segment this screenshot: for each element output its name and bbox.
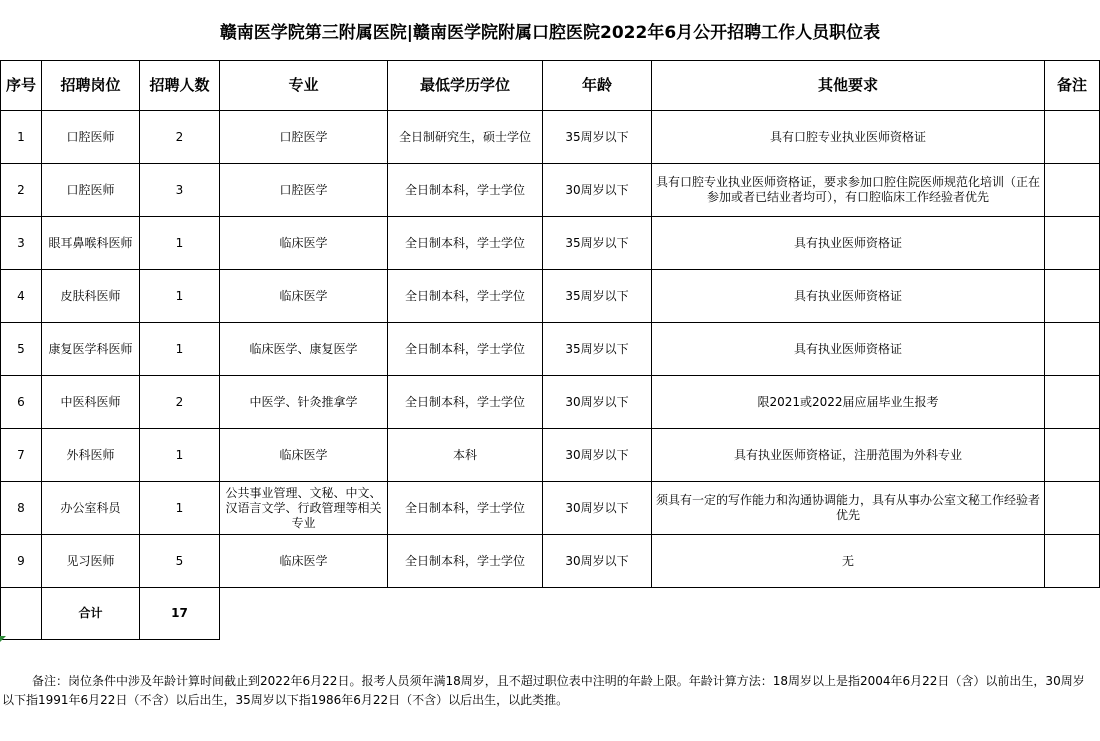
footnote: 备注：岗位条件中涉及年龄计算时间截止到2022年6月22日。报考人员须年满18周岁，且不超过职位表中注明的年龄上限。年龄计算方法：18周岁以上是指2004年6月22日（含）以前出生，30周岁以下指1991年6月22日（不含）以后出生，35周岁以下指1986年6月22日（不含）以后出生，以此类推。	[2, 674, 1085, 707]
cell-no: 6	[1, 376, 42, 429]
cell-major: 临床医学	[220, 429, 388, 482]
cell-count: 1	[140, 482, 220, 535]
cell-age: 35周岁以下	[543, 270, 652, 323]
cell-major: 口腔医学	[220, 111, 388, 164]
cell-age: 35周岁以下	[543, 323, 652, 376]
table-header-row	[1, 61, 1100, 111]
cell-age: 35周岁以下	[543, 217, 652, 270]
cell-position: 康复医学科医师	[42, 323, 140, 376]
cell-other: 具有执业医师资格证	[652, 217, 1045, 270]
total-blank-cell	[1, 588, 42, 640]
cell-degree: 全日制本科，学士学位	[388, 164, 543, 217]
cell-major: 中医学、针灸推拿学	[220, 376, 388, 429]
cell-no: 4	[1, 270, 42, 323]
cell-other: 无	[652, 535, 1045, 588]
header-no: 序号	[1, 61, 42, 111]
cell-position: 眼耳鼻喉科医师	[42, 217, 140, 270]
cell-count: 3	[140, 164, 220, 217]
header-position: 招聘岗位	[42, 61, 140, 111]
cell-other: 具有执业医师资格证	[652, 323, 1045, 376]
cell-degree: 全日制本科，学士学位	[388, 376, 543, 429]
cell-position: 外科医师	[42, 429, 140, 482]
table-row	[1, 376, 1100, 429]
cell-no: 2	[1, 164, 42, 217]
cell-other: 具有口腔专业执业医师资格证，要求参加口腔住院医师规范化培训（正在参加或者已结业者均可），有口腔临床工作经验者优先	[652, 164, 1045, 217]
cell-other: 具有执业医师资格证	[652, 270, 1045, 323]
cell-degree: 全日制本科，学士学位	[388, 482, 543, 535]
page-title: 赣南医学院第三附属医院|赣南医学院附属口腔医院2022年6月公开招聘工作人员职位表	[219, 22, 881, 43]
cell-age: 30周岁以下	[543, 535, 652, 588]
total-count: 17	[140, 588, 220, 640]
cell-count: 5	[140, 535, 220, 588]
cell-remark	[1045, 217, 1100, 270]
table-row	[1, 217, 1100, 270]
cell-remark	[1045, 429, 1100, 482]
table-row	[1, 429, 1100, 482]
cell-position: 办公室科员	[42, 482, 140, 535]
cell-degree: 本科	[388, 429, 543, 482]
table-row	[1, 482, 1100, 535]
cell-degree: 全日制本科，学士学位	[388, 535, 543, 588]
total-empty-span	[220, 588, 1100, 640]
cell-degree: 全日制研究生，硕士学位	[388, 111, 543, 164]
cell-marker-icon	[0, 636, 6, 642]
cell-major: 临床医学	[220, 270, 388, 323]
table-row	[1, 323, 1100, 376]
cell-count: 1	[140, 429, 220, 482]
cell-other: 具有执业医师资格证，注册范围为外科专业	[652, 429, 1045, 482]
cell-remark	[1045, 535, 1100, 588]
cell-count: 2	[140, 376, 220, 429]
cell-position: 见习医师	[42, 535, 140, 588]
header-count: 招聘人数	[140, 61, 220, 111]
cell-no: 7	[1, 429, 42, 482]
cell-remark	[1045, 111, 1100, 164]
cell-degree: 全日制本科，学士学位	[388, 323, 543, 376]
cell-no: 5	[1, 323, 42, 376]
cell-age: 35周岁以下	[543, 111, 652, 164]
header-degree: 最低学历学位	[388, 61, 543, 111]
cell-age: 30周岁以下	[543, 429, 652, 482]
cell-remark	[1045, 164, 1100, 217]
header-other: 其他要求	[652, 61, 1045, 111]
cell-count: 2	[140, 111, 220, 164]
cell-no: 1	[1, 111, 42, 164]
cell-no: 3	[1, 217, 42, 270]
cell-count: 1	[140, 323, 220, 376]
cell-remark	[1045, 270, 1100, 323]
table-row	[1, 270, 1100, 323]
cell-major: 临床医学	[220, 217, 388, 270]
cell-age: 30周岁以下	[543, 164, 652, 217]
header-remark: 备注	[1045, 61, 1100, 111]
cell-major: 临床医学、康复医学	[220, 323, 388, 376]
table-row	[1, 164, 1100, 217]
cell-remark	[1045, 482, 1100, 535]
recruitment-table	[0, 60, 1100, 640]
cell-other: 具有口腔专业执业医师资格证	[652, 111, 1045, 164]
cell-count: 1	[140, 270, 220, 323]
cell-age: 30周岁以下	[543, 482, 652, 535]
cell-no: 9	[1, 535, 42, 588]
cell-no: 8	[1, 482, 42, 535]
cell-remark	[1045, 376, 1100, 429]
cell-degree: 全日制本科，学士学位	[388, 270, 543, 323]
cell-major: 临床医学	[220, 535, 388, 588]
cell-count: 1	[140, 217, 220, 270]
cell-position: 皮肤科医师	[42, 270, 140, 323]
cell-position: 口腔医师	[42, 164, 140, 217]
cell-major: 公共事业管理、文秘、中文、汉语言文学、行政管理等相关专业	[220, 482, 388, 535]
cell-other: 须具有一定的写作能力和沟通协调能力，具有从事办公室文秘工作经验者优先	[652, 482, 1045, 535]
cell-age: 30周岁以下	[543, 376, 652, 429]
cell-position: 口腔医师	[42, 111, 140, 164]
cell-remark	[1045, 323, 1100, 376]
cell-other: 限2021或2022届应届毕业生报考	[652, 376, 1045, 429]
cell-position: 中医科医师	[42, 376, 140, 429]
header-major: 专业	[220, 61, 388, 111]
cell-major: 口腔医学	[220, 164, 388, 217]
table-row	[1, 111, 1100, 164]
header-age: 年龄	[543, 61, 652, 111]
table-row	[1, 535, 1100, 588]
total-row	[1, 588, 1100, 640]
cell-degree: 全日制本科，学士学位	[388, 217, 543, 270]
total-label: 合计	[42, 588, 140, 640]
